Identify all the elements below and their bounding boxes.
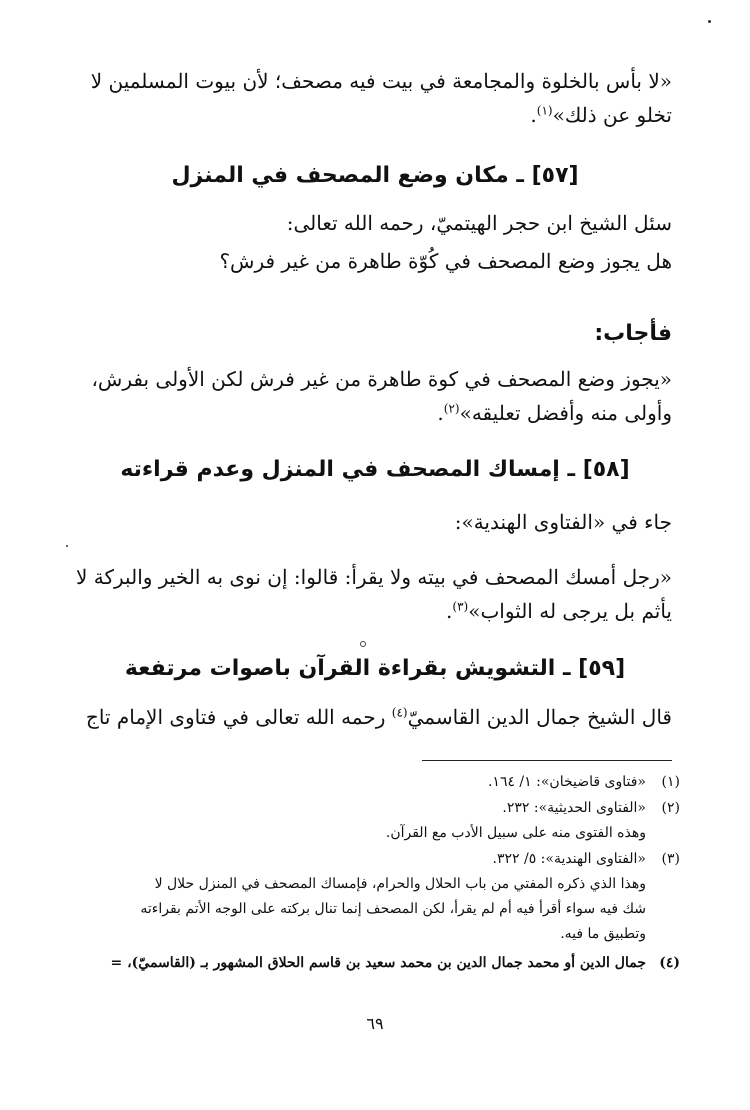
paragraph-line: تخلو عن ذلك»$^{(١)}$. [530,103,672,127]
paragraph-line: هل يجوز وضع المصحف في كُوّة طاهرة من غير فرش؟ [219,249,672,273]
footnote-ref[interactable]: (٣) [452,599,469,614]
paragraph-line: وأولى منه وأفضل تعليقه»$^{(٢)}$. [437,401,672,425]
paragraph-line: «لا بأس بالخلوة والمجامعة في بيت فيه مصحف؛ لأن بيوت المسلمين لا [90,69,672,93]
paragraph-intro [72,64,672,132]
footnote-number: (١) [661,774,680,790]
paragraph-line: «رجل أمسك المصحف في بيته ولا يقرأ: قالوا: إن نوى به الخير والبركة لا [76,565,672,589]
page-number: ٦٩ [366,1014,384,1033]
footnote-4: (٤)جمال الدين أو محمد جمال الدين بن محمد سعيد بن قاسم الحلاق المشهور بـ (القاسميّ)، = [70,951,680,976]
paragraph-line: سئل الشيخ ابن حجر الهيتميّ، رحمه الله تعالى: [286,211,672,235]
section-58-quote [72,560,672,628]
scan-speck [708,20,711,23]
paragraph-line: «يجوز وضع المصحف في كوة طاهرة من غير فرش لكن الأولى بفرش، [91,367,672,391]
footnote-3-continuation: وهذا الذي ذكره المفتي من باب الحلال والحرام، فإمساك المصحف في المنزل حلال لا [154,876,646,892]
footnote-3-continuation: شك فيه سواء أقرأ فيه أم لم يقرأ، لكن المصحف إنما تنال بركته على الوجه الأتم بقراءته [140,901,646,917]
section-58-intro [72,505,672,539]
footnote-number: (٤) [659,955,680,971]
paragraph-line: قال الشيخ جمال الدين القاسميّ$^{(٤)}$ رحمه الله تعالى في فتاوى الإمام تاج [85,705,672,729]
scan-speck [360,641,366,647]
footnote-2: (٢)«الفتاوى الحديثية»: ٢٣٢. [70,796,680,821]
footnote-ref[interactable]: (١) [536,103,553,118]
footnote-3: (٣)«الفتاوى الهندية»: ٥/ ٣٢٢. [70,847,680,872]
section-59-heading: [٥٩] ـ التشويش بقراءة القرآن باصوات مرتفعة [124,656,626,681]
footnote-1: (١)«فتاوى قاضيخان»: ١/ ١٦٤. [70,770,680,795]
paragraph-line: جاء في «الفتاوى الهندية»: [454,510,672,534]
section-59-text [72,700,672,734]
footnote-3-continuation: وتطبيق ما فيه. [560,926,646,942]
answer-label: فأجاب: [594,321,672,346]
section-57-answer [72,362,672,430]
section-57-question [72,206,672,278]
footnote-divider [422,760,672,761]
paragraph-line: يأثم بل يرجى له الثواب»$^{(٣)}$. [446,599,672,623]
footnote-number: (٣) [661,851,680,867]
scan-speck [66,545,68,547]
footnote-ref[interactable]: (٤) [391,705,408,720]
section-57-heading: [٥٧] ـ مكان وضع المصحف في المنزل [171,163,579,188]
footnote-ref[interactable]: (٢) [443,401,460,416]
footnote-number: (٢) [661,800,680,816]
section-58-heading: [٥٨] ـ إمساك المصحف في المنزل وعدم قراءته [120,457,630,482]
footnote-2-continuation: وهذه الفتوى منه على سبيل الأدب مع القرآن. [385,825,646,841]
